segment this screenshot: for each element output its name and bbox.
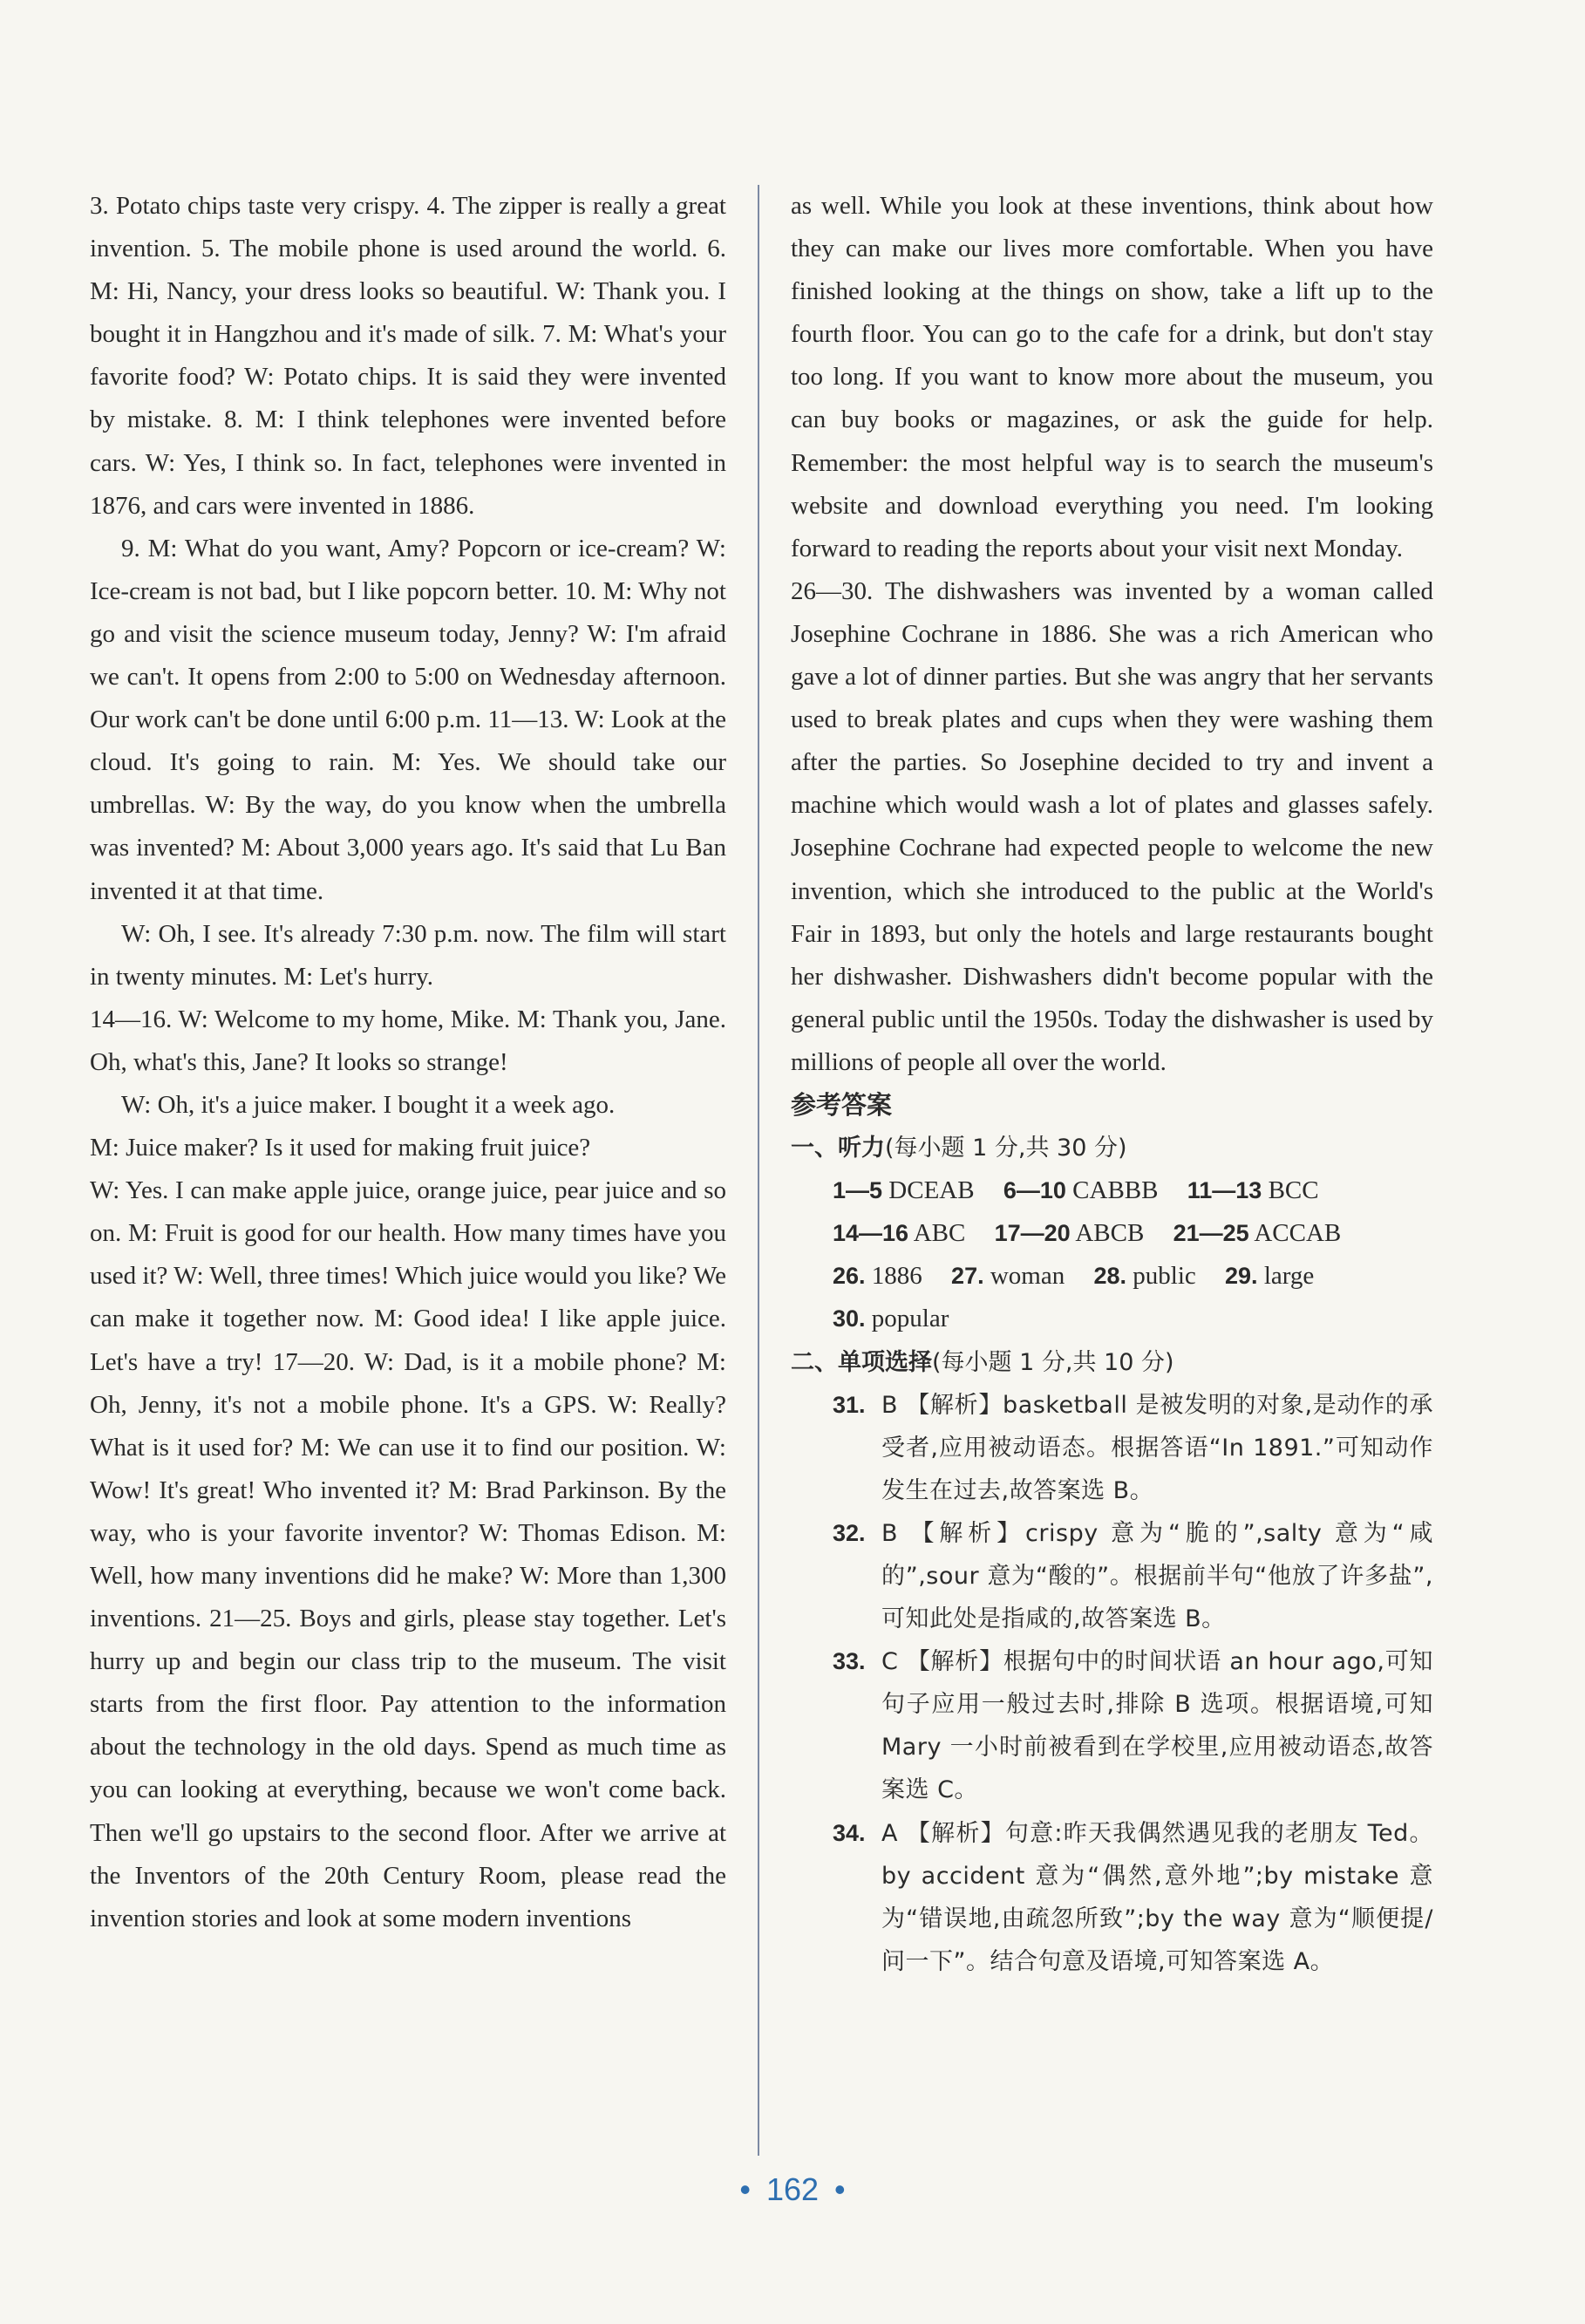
explanation-text: C 【解析】根据句中的时间状语 an hour ago,可知句子应用一般过去时,排除 B 选项。根据语境,可知 Mary 一小时前被看到在学校里,应用被动语态,故答案选 C。	[881, 1648, 1433, 1804]
transcript-paragraph-8: as well. While you look at these inventions, think about how they can make our lives more comfortable. When you have finished looking at the things on show, take a lift up to the fourth floor. You can go to the cafe for a drink, but don't stay too long. If you want to know more about the museum, you can buy books or magazines, or ask the guide for help. Remember: the most helpful way is to search the museum's website and download everything you need. I'm looking forward to reading the reports about your visit next Monday.	[791, 192, 1433, 562]
question-number: 32.	[833, 1519, 866, 1546]
transcript-paragraph-9: 26—30. The dishwashers was invented by a woman called Josephine Cochrane in 1886. She was a rich American who gave a lot of dinner parties. But she was angry that her servants used to break plates and cups when they were washing them after the parties. So Josephine decided to try and invent a machine which would wash a lot of plates and glasses safely. Josephine Cochrane had expected people to welcome the new invention, which she introduced to the public at the World's Fair in 1893, but only the hotels and large restaurants bought her dishwasher. Dishwashers didn't become popular with the general public until the 1950s. Today the dishwasher is used by millions of people all over the world.	[791, 576, 1433, 1076]
answer-value: ABC	[913, 1219, 966, 1248]
explanation-text: B 【解析】crispy 意为“脆的”,salty 意为“咸的”,sour 意为“酸的”。根据前半句“他放了许多盐”,可知此处是指咸的,故答案选 B。	[881, 1519, 1433, 1633]
explanation-text: A 【解析】句意:昨天我偶然遇见我的老朋友 Ted。by accident 意为“偶然,意外地”;by mistake 意为“错误地,由疏忽所致”;by the way 意为“顺便提/问一下”。结合句意及语境,可知答案选 A。	[881, 1819, 1433, 1975]
transcript-paragraph-1: 3. Potato chips taste very crispy. 4. The zipper is really a great invention. 5. The mobile phone is used around the world. 6. M: Hi, Nancy, your dress looks so beautiful. W: Thank you. I bought it in Hangzhou and it's made of silk. 7. M: What's your favorite food? W: Potato chips. It is said they were invented by mistake. 8. M: I think telephones were invented before cars. W: Yes, I think so. In fact, telephones were invented in 1876, and cars were invented in 1886.	[90, 192, 726, 520]
transcript-paragraph-3: W: Oh, I see. It's already 7:30 p.m. now. The film will start in twenty minutes. M: Let's hurry.	[90, 919, 726, 991]
question-number: 31.	[833, 1391, 866, 1418]
transcript-paragraph-6: M: Juice maker? Is it used for making fruit juice?	[90, 1134, 591, 1162]
answer-explanation	[791, 1812, 1433, 1983]
answer-key-title: 参考答案	[791, 1089, 893, 1120]
answer-explanation	[791, 1640, 1433, 1811]
answer-value: woman	[990, 1262, 1065, 1291]
section-2-heading	[791, 1341, 1433, 1384]
answer-num: 27.	[951, 1263, 984, 1290]
answer-value: 1886	[871, 1262, 922, 1291]
answer-value: ABCB	[1075, 1219, 1145, 1248]
question-number: 34.	[833, 1819, 866, 1846]
answer-row	[791, 1298, 1433, 1340]
section-2-heading-text: 二、单项选择	[791, 1348, 932, 1376]
answer-num: 28.	[1093, 1263, 1127, 1290]
section-2-heading-note: (每小题 1 分,共 10 分)	[932, 1348, 1174, 1376]
left-column	[90, 185, 726, 1940]
section-1-heading-text: 一、听力	[791, 1135, 885, 1162]
right-column	[791, 185, 1433, 1983]
answer-value: large	[1263, 1262, 1315, 1291]
page-number-dot-left: •	[739, 2171, 751, 2207]
section-1-heading	[791, 1127, 1433, 1169]
answer-value: DCEAB	[888, 1176, 975, 1205]
transcript-paragraph-4: 14—16. W: Welcome to my home, Mike. M: Thank you, Jane. Oh, what's this, Jane? It looks so strange!	[90, 1005, 726, 1076]
column-divider	[758, 185, 759, 2156]
answer-row	[791, 1169, 1433, 1212]
explanation-text: B 【解析】basketball 是被发明的对象,是动作的承受者,应用被动语态。根据答语“In 1891.”可知动作发生在过去,故答案选 B。	[881, 1391, 1433, 1504]
answer-row	[791, 1255, 1433, 1298]
section-1-heading-note: (每小题 1 分,共 30 分)	[885, 1135, 1127, 1162]
answer-num: 30.	[833, 1305, 866, 1332]
answer-value: ACCAB	[1254, 1219, 1342, 1248]
question-number: 33.	[833, 1648, 866, 1675]
answer-value: public	[1133, 1262, 1196, 1291]
answer-num: 26.	[833, 1263, 866, 1290]
answer-num: 14—16	[833, 1220, 909, 1247]
answer-num: 11—13	[1187, 1177, 1262, 1204]
answer-num: 21—25	[1173, 1220, 1249, 1247]
answer-row	[791, 1212, 1433, 1255]
answer-num: 6—10	[1003, 1177, 1066, 1204]
answer-num: 29.	[1225, 1263, 1258, 1290]
transcript-paragraph-7: W: Yes. I can make apple juice, orange juice, pear juice and so on. M: Fruit is good for our health. How many times have you used it? W: Well, three times! Which juice would you like? We can make it together now. M: Good idea! I like apple juice. Let's have a try! 17—20. W: Dad, is it a mobile phone? M: Oh, Jenny, it's not a mobile phone. It's a GPS. W: Really? What is it used for? M: We can use it to find our position. W: Wow! It's great! Who invented it? M: Brad Parkinson. By the way, who is your favorite inventor? W: Thomas Edison. M: Well, how many inventions did he make? W: More than 1,300 inventions. 21—25. Boys and girls, please stay together. Let's hurry up and begin our class trip to the museum. The visit starts from the first floor. Pay attention to the information about the technology in the old days. Spend as much time as you can looking at everything, because we won't come back. Then we'll go upstairs to the second floor. After we arrive at the Inventors of the 20th Century Room, please read the invention stories and look at some modern inventions	[90, 1176, 726, 1932]
transcript-paragraph-5: W: Oh, it's a juice maker. I bought it a week ago.	[121, 1090, 616, 1119]
answer-value: popular	[871, 1305, 949, 1333]
page-number	[0, 2171, 1585, 2208]
transcript-paragraph-2: 9. M: What do you want, Amy? Popcorn or ice-cream? W: Ice-cream is not bad, but I like popcorn better. 10. M: Why not go and visit the science museum today, Jenny? W: I'm afraid we can't. It opens from 2:00 to 5:00 on Wednesday afternoon. Our work can't be done until 6:00 p.m. 11—13. W: Look at the cloud. It's going to rain. M: Yes. We should take our umbrellas. W: By the way, do you know when the umbrella was invented? M: About 3,000 years ago. It's said that Lu Ban invented it at that time.	[90, 534, 726, 905]
page-number-value: 162	[765, 2171, 820, 2207]
page-number-dot-right: •	[834, 2171, 846, 2207]
answer-value: BCC	[1268, 1176, 1319, 1205]
answer-explanation	[791, 1384, 1433, 1512]
answer-num: 17—20	[994, 1220, 1071, 1247]
answer-num: 1—5	[833, 1177, 883, 1204]
answer-value: CABBB	[1072, 1176, 1159, 1205]
answer-explanation	[791, 1512, 1433, 1640]
